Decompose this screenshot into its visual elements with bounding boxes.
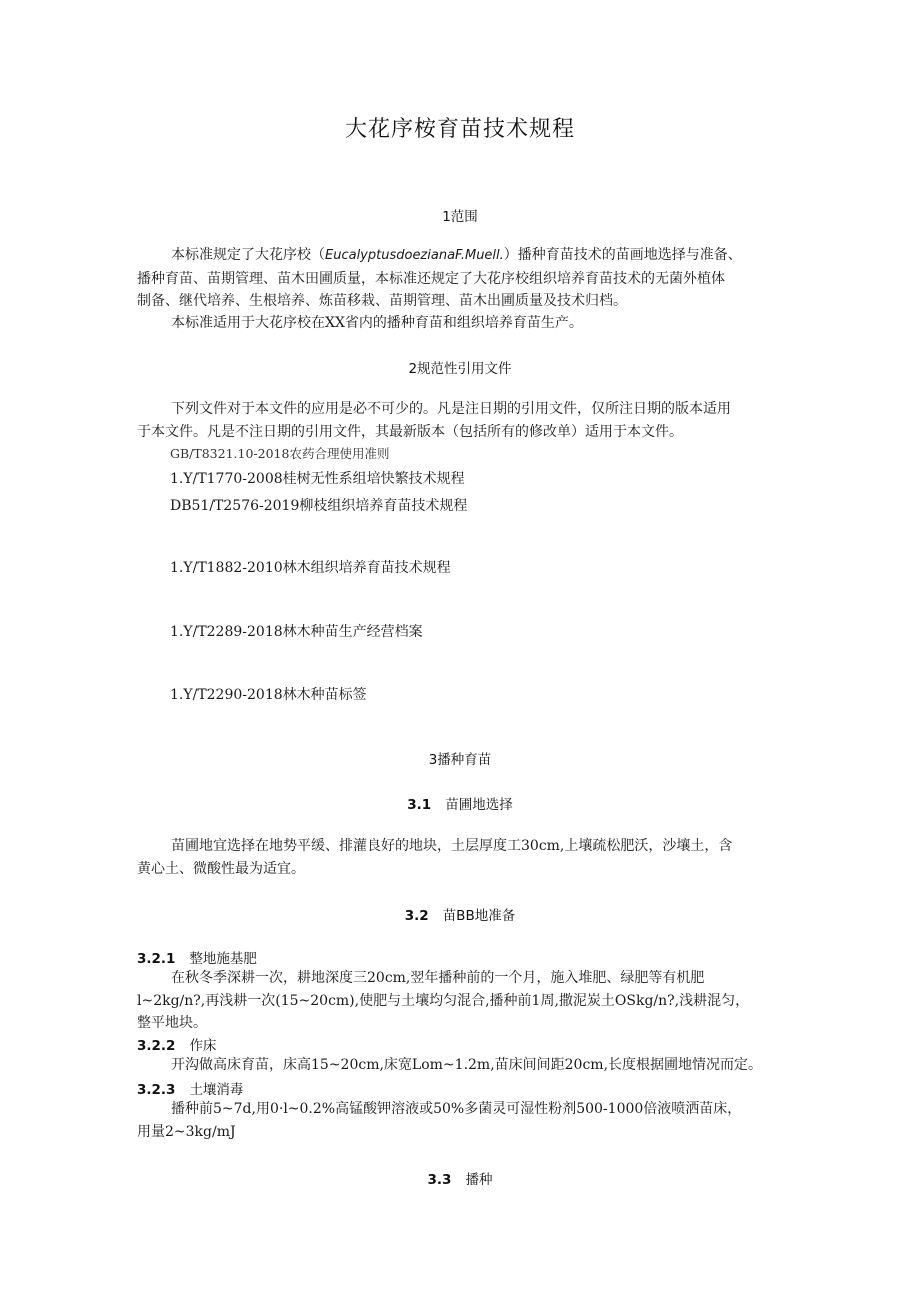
clause-3-2-3-paragraph: [137, 1098, 787, 1143]
clause-number: 3.2.1: [137, 951, 176, 967]
subsection-3-2-heading: [0, 904, 920, 924]
subsection-title: 苗圃地选择: [445, 797, 513, 813]
section-3-heading: 3播种育苗: [428, 752, 492, 768]
clause-number: 3.2.3: [137, 1082, 176, 1098]
subsection-number: 3.3: [427, 1172, 452, 1188]
clause-3-2-1-paragraph: [137, 967, 787, 1035]
section-1-heading: 1范围: [442, 209, 478, 225]
reference-item-5: 1.Y/T2289-2018林木种苗生产经营档案: [170, 624, 423, 640]
text-run: ）播种育苗技术的苗画地选择与准备、: [503, 247, 742, 263]
clause-3-2-1-line-2: l~2kg∕n?,再浅耕一次(15~20cm),使肥与土壤均匀混合,播种前1周,撒泥炭土OSkg/n?,浅耕混匀，: [137, 992, 750, 1009]
clause-3-2-3-line-2: 用量2~3kg∕mJ: [137, 1123, 236, 1140]
section-1-p1-line-2: 播种育苗、苗期管理、苗木田圃质量，本标准还规定了大花序校组织培养育苗技术的无菌外植体: [137, 270, 725, 287]
section-2-paragraph-1: [137, 398, 787, 443]
clause-3-2-1-heading: [137, 947, 257, 967]
subsection-number: 3.1: [407, 797, 432, 813]
clause-3-2-1-line-3: 整平地块。: [137, 1015, 207, 1031]
section-1-p1-line-3: 制备、继代培养、生根培养、炼苗移栽、苗期管理、苗木出圃质量及技术归档。: [137, 293, 627, 309]
subsection-3-1-line-1: 苗圃地宜选择在地势平缓、排灌良好的地块，土层厚度工30cm,上壤疏松肥沃，沙壤土，含: [171, 838, 733, 854]
reference-item-4: 1.Y/T1882-2010林木组织培养育苗技术规程: [170, 560, 451, 576]
subsection-3-1-heading: [0, 793, 920, 813]
subsection-title: 苗BB地准备: [442, 908, 516, 924]
latin-species-name: EucalyptusdoezianaF.Muell.: [325, 248, 504, 263]
section-1-paragraph-2: [137, 312, 787, 335]
subsection-3-1-paragraph: [137, 835, 787, 880]
reference-item-2: 1.Y/T1770-2008桂树无性系组培快繁技术规程: [170, 471, 465, 487]
section-1-p2-line: 本标准适用于大花序校在XX省内的播种育苗和组织培养育苗生产。: [171, 315, 583, 331]
clause-title: 作床: [189, 1038, 217, 1054]
reference-item-1: GB/T8321.10-2018农药合理使用准则: [170, 446, 390, 461]
clause-3-2-3-heading: [137, 1078, 243, 1098]
section-2-p1-line-1: 下列文件对于本文件的应用是必不可少的。凡是注日期的引用文件，仅所注日期的版本适用: [171, 401, 731, 417]
clause-title: 整地施基肥: [189, 951, 257, 967]
clause-3-2-1-line-1: 在秋冬季深耕一次，耕地深度三20cm,翌年播种前的一个月，施入堆肥、绿肥等有机肥: [171, 970, 705, 986]
section-1-paragraph-1: [137, 244, 787, 313]
section-2-p1-line-2: 于本文件。凡是不注日期的引用文件，其最新版本（包括所有的修改单）适用于本文件。: [137, 423, 683, 440]
section-1-p1-line-1: [137, 244, 787, 268]
clause-3-2-3-line-1: 播种前5~7d,用0·l~0.2%高锰酸钾溶液或50%多菌灵可湿性粉剂500-1000倍液喷洒苗床，: [171, 1101, 742, 1117]
clause-3-2-2-line-1: 开沟做高床育苗，床高15~20cm,床宽Lom~1.2m,苗床间间距20cm,长度根据圃地情况而定。: [171, 1057, 763, 1073]
reference-item-6: 1.Y/T2290-2018林木种苗标签: [170, 687, 367, 703]
document-title: 大花序桉育苗技术规程: [344, 117, 575, 142]
section-2-heading: 2规范性引用文件: [408, 361, 512, 377]
clause-number: 3.2.2: [137, 1038, 176, 1054]
subsection-3-1-line-2: 黄心土、微酸性最为适宜。: [137, 860, 305, 877]
text-run: 本标准规定了大花序校（: [171, 247, 325, 263]
subsection-title: 播种: [465, 1172, 493, 1188]
reference-item-3: DB51/T2576-2019柳枝组织培养育苗技术规程: [170, 498, 468, 514]
clause-3-2-2-paragraph: [137, 1054, 787, 1077]
subsection-number: 3.2: [404, 908, 429, 924]
subsection-3-3-heading: [0, 1168, 920, 1188]
clause-title: 土壤消毒: [189, 1082, 244, 1098]
clause-3-2-2-heading: [137, 1034, 216, 1054]
